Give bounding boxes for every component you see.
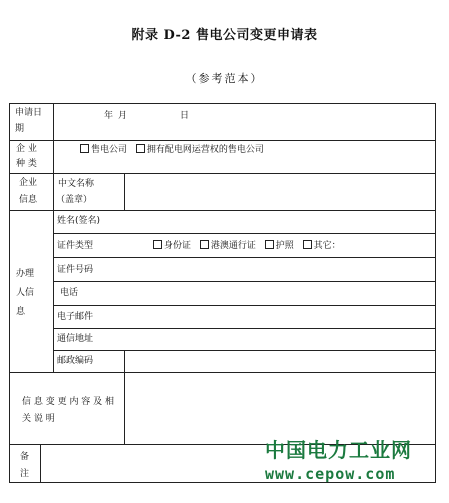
postcode-label: 邮政编码 [57, 356, 94, 366]
date-day-label: 日 [180, 111, 190, 121]
checkbox-icon[interactable] [136, 144, 145, 153]
company-type-options [80, 141, 270, 159]
table-rule [9, 210, 436, 211]
date-month-label: 月 [118, 111, 128, 121]
table-rule [53, 281, 436, 282]
checkbox-icon[interactable] [303, 240, 312, 249]
change-desc-field[interactable] [126, 373, 432, 443]
table-border-left [9, 103, 10, 483]
document-subtitle: （参考范本） [185, 72, 264, 85]
company-name-label-line1: 中文名称 [58, 179, 95, 189]
document-title: 附录 D-2 售电公司变更申请表 [131, 28, 318, 43]
phone-label: 电话 [60, 288, 79, 298]
handler-info-label-line1: 办理 [16, 269, 35, 279]
handler-info-label-line3: 息 [16, 307, 26, 317]
table-rule [53, 350, 436, 351]
table-border-top [9, 103, 436, 104]
table-rule [53, 103, 54, 373]
company-type-option[interactable]: 拥有配电网运营权的售电公司 [136, 141, 264, 159]
handler-info-label-line2: 人信 [16, 288, 35, 298]
id-type-options [153, 237, 347, 255]
table-rule [53, 257, 436, 258]
company-type-option[interactable]: 售电公司 [80, 141, 127, 159]
remarks-label-line2: 注 [20, 469, 30, 479]
table-rule [40, 444, 41, 482]
table-rule [124, 350, 125, 373]
id-number-label: 证件号码 [57, 265, 94, 275]
company-name-field[interactable] [126, 174, 432, 208]
id-type-option[interactable]: 其它： [303, 237, 341, 255]
email-label: 电子邮件 [57, 312, 94, 322]
remarks-label-line1: 备 [20, 452, 30, 462]
company-type-label-line1: 企 业 [16, 144, 37, 154]
company-info-label-line2: 信息 [19, 195, 38, 205]
date-year-label: 年 [104, 111, 114, 121]
company-name-label-line2: （盖章） [56, 195, 93, 205]
change-desc-label-line2: 关 说 明 [22, 414, 55, 424]
table-rule [124, 173, 125, 210]
change-desc-label-line1: 信 息 变 更 内 容 及 相 [22, 397, 115, 407]
id-type-option[interactable]: 身份证 [153, 237, 191, 255]
date-label-line2: 期 [15, 124, 25, 134]
checkbox-icon[interactable] [153, 240, 162, 249]
table-border-right [435, 103, 436, 483]
table-rule [53, 328, 436, 329]
watermark-url: www.cepow.com [265, 465, 396, 483]
address-label: 通信地址 [57, 334, 94, 344]
date-label-line1: 申请日 [15, 108, 43, 118]
table-rule [124, 372, 125, 444]
checkbox-icon[interactable] [265, 240, 274, 249]
company-type-label-line2: 种 类 [16, 159, 37, 169]
id-type-option[interactable]: 护照 [265, 237, 294, 255]
company-info-label-line1: 企业 [19, 178, 38, 188]
table-rule [53, 233, 436, 234]
table-rule [53, 305, 436, 306]
id-type-label: 证件类型 [57, 241, 94, 251]
watermark-name: 中国电力工业网 [265, 438, 412, 462]
checkbox-icon[interactable] [200, 240, 209, 249]
name-label: 姓名(签名) [57, 216, 101, 226]
checkbox-icon[interactable] [80, 144, 89, 153]
id-type-option[interactable]: 港澳通行证 [200, 237, 256, 255]
